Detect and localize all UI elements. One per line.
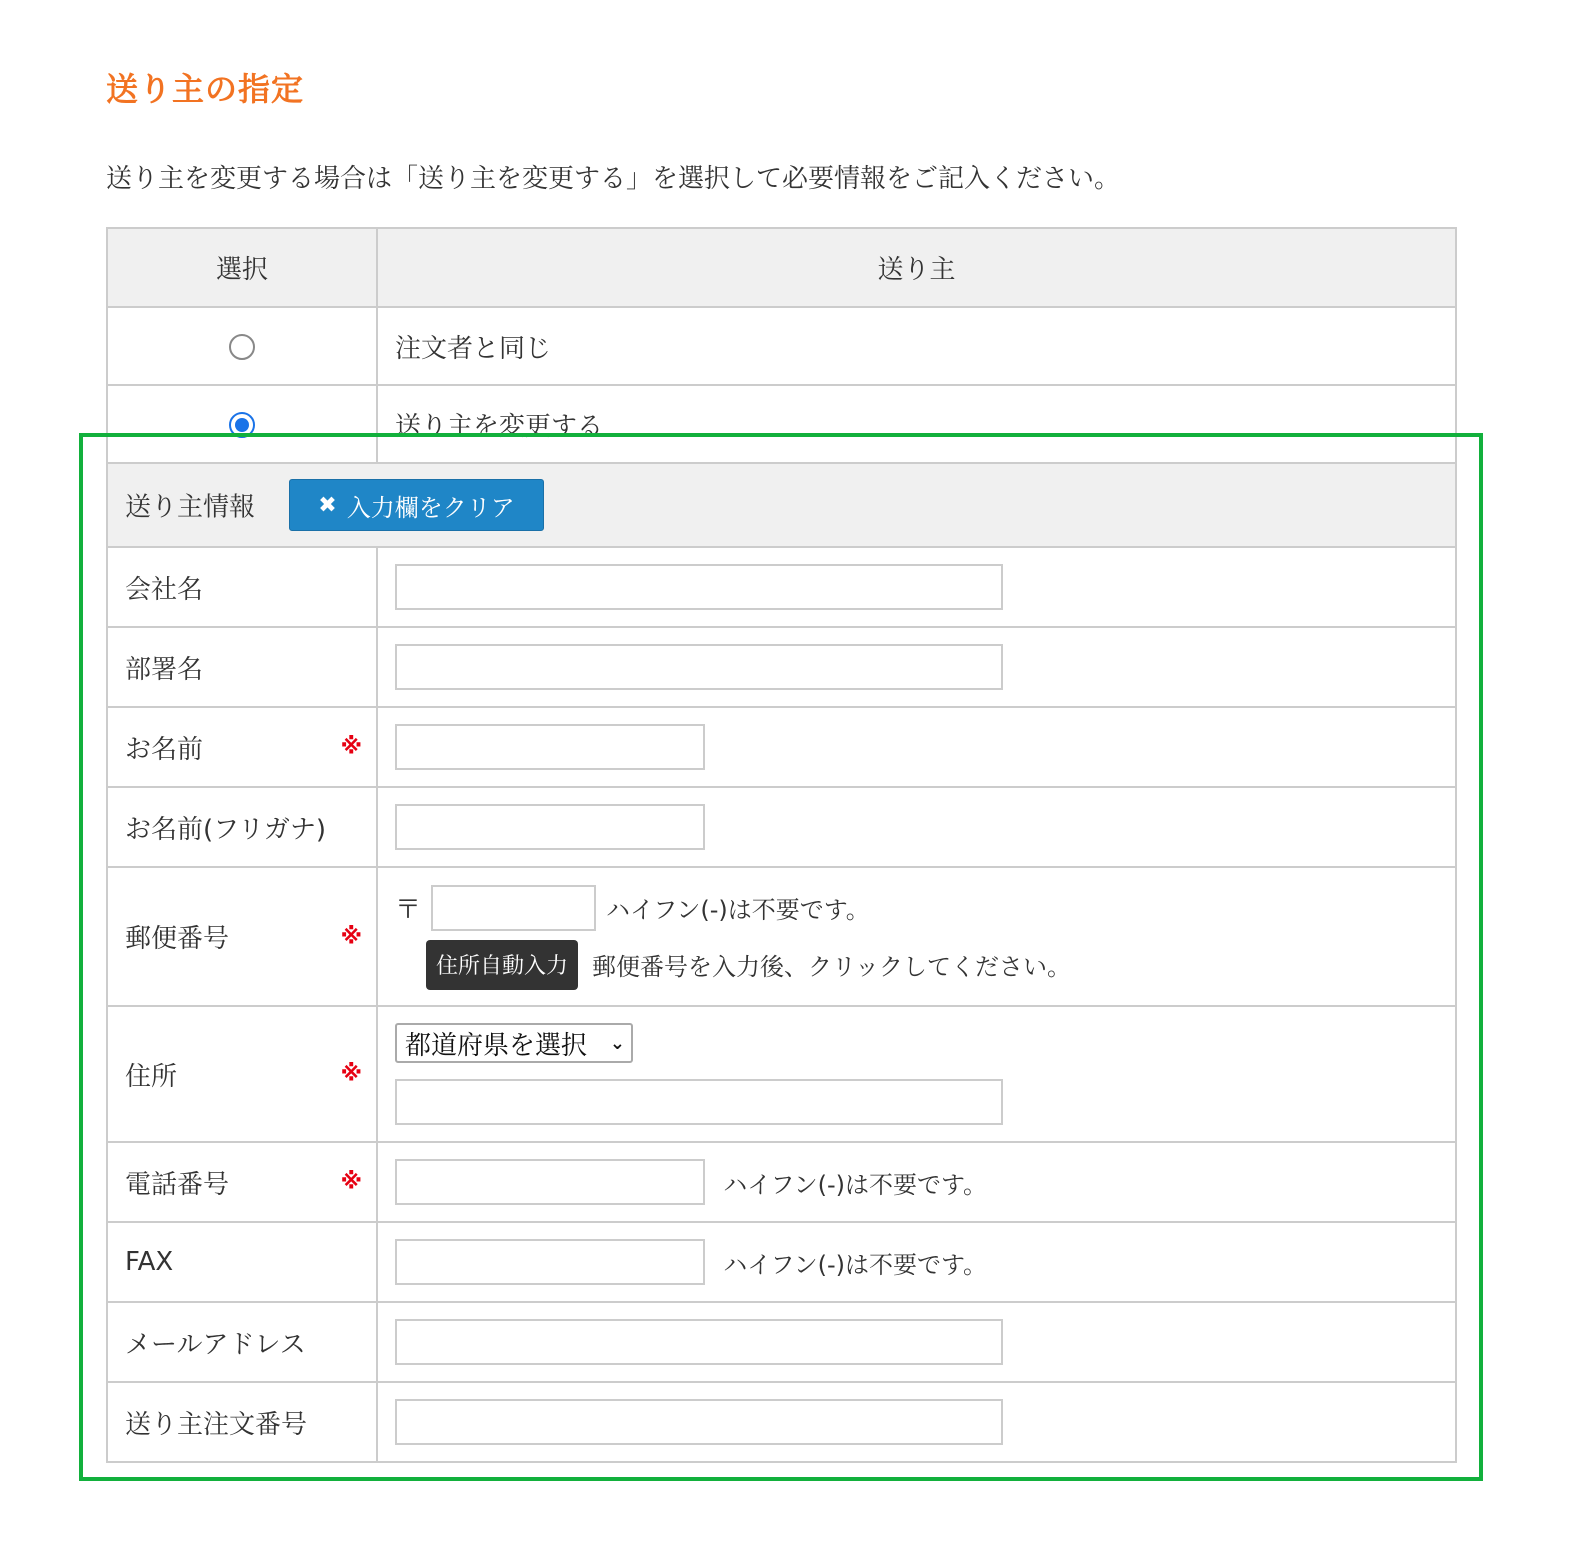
company-input[interactable] xyxy=(395,564,1003,610)
postal-mark: 〒 xyxy=(395,895,422,925)
email-label: メールアドレス xyxy=(107,1302,377,1382)
address-row xyxy=(107,1006,1456,1142)
phone-input[interactable] xyxy=(395,1159,705,1205)
address-input[interactable] xyxy=(395,1079,1003,1125)
clear-fields-label: 入力欄をクリア xyxy=(346,493,515,522)
fax-row xyxy=(107,1222,1456,1302)
required-mark: ※ xyxy=(340,924,362,949)
header-select: 選択 xyxy=(107,228,377,307)
email-row xyxy=(107,1302,1456,1382)
table-header-row xyxy=(107,228,1456,307)
name-label: お名前 xyxy=(125,734,204,765)
sender-info-heading: 送り主情報 xyxy=(125,492,256,523)
option-row-same-as-orderer[interactable] xyxy=(107,307,1456,385)
sender-order-number-input[interactable] xyxy=(395,1399,1003,1445)
postal-input[interactable] xyxy=(431,885,596,931)
required-mark: ※ xyxy=(340,1061,362,1087)
radio-change-sender[interactable] xyxy=(229,412,255,438)
fax-label: FAX xyxy=(107,1222,377,1302)
required-mark: ※ xyxy=(340,1169,362,1195)
phone-hint: ハイフン(-)は不要です。 xyxy=(723,1170,988,1199)
phone-row xyxy=(107,1142,1456,1222)
page-title: 送り主の指定 xyxy=(106,70,305,108)
name-kana-row xyxy=(107,787,1456,867)
sender-info-header-row xyxy=(107,463,1456,547)
name-input[interactable] xyxy=(395,724,705,770)
sender-order-number-label: 送り主注文番号 xyxy=(107,1382,377,1462)
fax-hint: ハイフン(-)は不要です。 xyxy=(723,1250,988,1279)
address-label: 住所 xyxy=(125,1061,178,1092)
chevron-down-icon: ⌄ xyxy=(609,1032,625,1054)
fax-input[interactable] xyxy=(395,1239,705,1285)
option-row-change-sender[interactable] xyxy=(107,385,1456,463)
postal-label: 郵便番号 xyxy=(125,924,230,954)
header-sender: 送り主 xyxy=(377,228,1456,307)
sender-order-number-row xyxy=(107,1382,1456,1462)
phone-label: 電話番号 xyxy=(125,1169,230,1200)
prefecture-select-value: 都道府県を選択 xyxy=(405,1030,588,1061)
option-label-change-sender[interactable]: 送り主を変更する xyxy=(377,385,1456,463)
name-row xyxy=(107,707,1456,787)
required-mark: ※ xyxy=(340,734,362,760)
option-label-same-as-orderer[interactable]: 注文者と同じ xyxy=(377,307,1456,385)
name-kana-label: お名前(フリガナ) xyxy=(107,787,377,867)
department-input[interactable] xyxy=(395,644,1003,690)
department-row xyxy=(107,627,1456,707)
prefecture-select[interactable] xyxy=(395,1023,633,1063)
postal-row xyxy=(107,867,1456,1006)
department-label: 部署名 xyxy=(107,627,377,707)
intro-text: 送り主を変更する場合は「送り主を変更する」を選択して必要情報をご記入ください。 xyxy=(106,164,1121,194)
radio-same-as-orderer[interactable] xyxy=(229,334,255,360)
email-input[interactable] xyxy=(395,1319,1003,1365)
company-label: 会社名 xyxy=(107,547,377,627)
postal-hint: ハイフン(-)は不要です。 xyxy=(606,896,870,924)
autofill-hint: 郵便番号を入力後、クリックしてください。 xyxy=(592,953,1072,981)
clear-fields-button[interactable] xyxy=(289,479,543,531)
company-row xyxy=(107,547,1456,627)
sender-form-table xyxy=(106,227,1457,1463)
name-kana-input[interactable] xyxy=(395,804,705,850)
close-icon: ✖ xyxy=(318,492,337,518)
address-autofill-button[interactable]: 住所自動入力 xyxy=(426,940,578,990)
